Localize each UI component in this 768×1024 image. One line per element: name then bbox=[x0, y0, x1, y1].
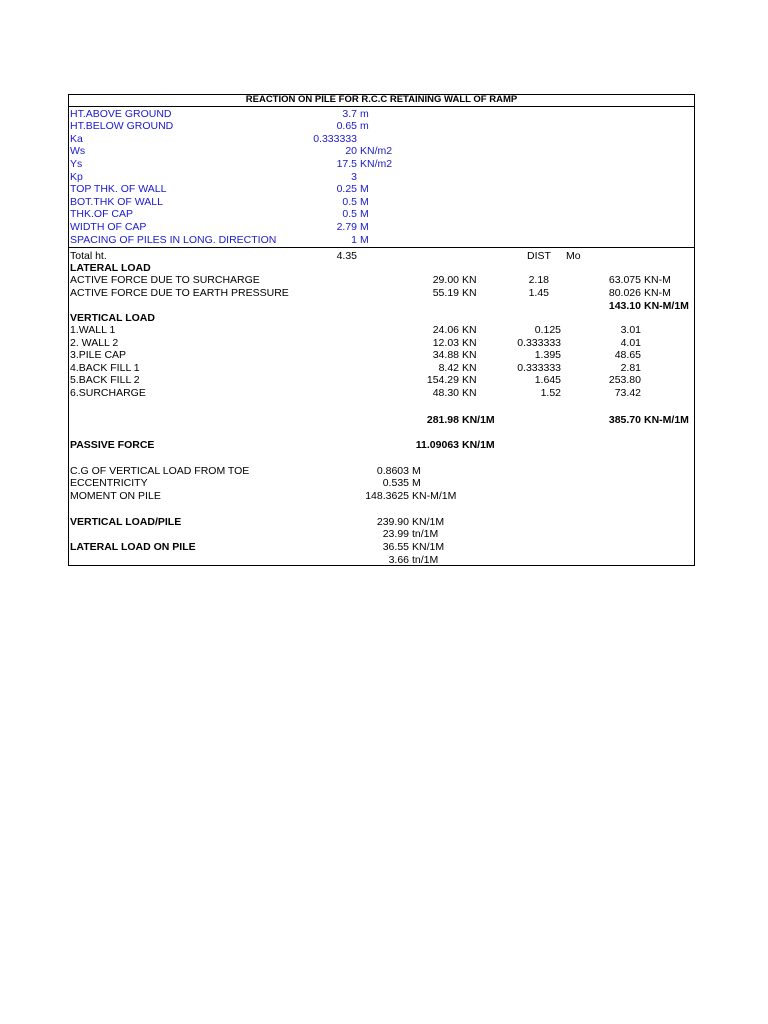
mo-header: Mo bbox=[566, 249, 581, 262]
lateral-row-mo: 63.075 bbox=[608, 273, 641, 286]
vertical-row-dist: 0.125 bbox=[534, 324, 561, 336]
input-value: 0.5 bbox=[342, 195, 357, 208]
input-label: BOT.THK OF WALL bbox=[70, 195, 163, 208]
input-label: SPACING OF PILES IN LONG. DIRECTION bbox=[70, 233, 277, 246]
vertical-row-force: 24.06 bbox=[432, 324, 459, 336]
vertical-row-mo: 2.81 bbox=[620, 361, 641, 374]
lateral-row-unit: KN bbox=[462, 273, 477, 286]
lateral-pile-unit-kn: KN/1M bbox=[412, 541, 445, 553]
vertical-pile-value-kn: 239.90 bbox=[376, 515, 409, 528]
dist-header: DIST bbox=[527, 249, 551, 262]
input-unit: M bbox=[360, 233, 369, 246]
result-label: ECCENTRICITY bbox=[70, 477, 148, 490]
input-label: WIDTH OF CAP bbox=[70, 220, 147, 233]
calculation-sheet bbox=[68, 94, 695, 566]
input-value: 3 bbox=[351, 170, 357, 183]
vertical-row-force: 154.29 bbox=[426, 374, 459, 387]
input-value: 0.65 bbox=[336, 120, 357, 133]
lateral-total-mo-unit: KN-M/1M bbox=[644, 299, 689, 312]
vertical-row-unit: KN bbox=[462, 374, 477, 387]
vertical-row-dist: 0.333333 bbox=[517, 361, 561, 374]
vertical-row-label: 4.BACK FILL 1 bbox=[70, 361, 140, 374]
passive-value: 11.09063 bbox=[415, 438, 459, 451]
vertical-row-mo: 73.42 bbox=[614, 387, 641, 399]
input-value: 1 bbox=[351, 233, 357, 246]
total-ht-label: Total ht. bbox=[70, 249, 107, 262]
input-value: 0.25 bbox=[336, 183, 357, 196]
vertical-total-force-unit: KN/1M bbox=[462, 413, 495, 426]
vertical-row-mo: 253.80 bbox=[608, 374, 641, 387]
result-value: 0.8603 bbox=[376, 464, 409, 477]
input-unit: KN/m2 bbox=[360, 145, 393, 158]
vertical-row-dist: 1.52 bbox=[540, 387, 561, 399]
input-label: Ka bbox=[70, 132, 83, 145]
lateral-row-mo-unit: KN-M bbox=[644, 273, 671, 286]
input-label: Ys bbox=[70, 157, 83, 170]
vertical-row-mo: 3.01 bbox=[620, 324, 641, 336]
vertical-row-unit: KN bbox=[462, 361, 477, 374]
lateral-row-label: ACTIVE FORCE DUE TO SURCHARGE bbox=[70, 273, 260, 286]
vertical-pile-label: VERTICAL LOAD/PILE bbox=[70, 515, 182, 528]
lateral-pile-value-tn: 3.66 bbox=[388, 553, 409, 566]
vertical-row-unit: KN bbox=[462, 336, 477, 349]
input-unit: M bbox=[360, 220, 369, 233]
vertical-row-mo: 48.65 bbox=[614, 349, 641, 362]
vertical-row-dist: 1.395 bbox=[534, 349, 561, 362]
lateral-pile-label: LATERAL LOAD ON PILE bbox=[70, 541, 196, 553]
input-value: 17.5 bbox=[336, 157, 357, 170]
input-value: 3.7 bbox=[342, 107, 357, 120]
input-value: 0.333333 bbox=[313, 132, 357, 145]
result-label: MOMENT ON PILE bbox=[70, 489, 161, 502]
passive-label: PASSIVE FORCE bbox=[70, 438, 155, 451]
input-value: 0.5 bbox=[342, 208, 357, 221]
result-value: 148.3625 bbox=[365, 489, 409, 502]
input-label: TOP THK. OF WALL bbox=[70, 183, 167, 196]
vertical-row-label: 1.WALL 1 bbox=[70, 324, 116, 336]
lateral-row-force: 55.19 bbox=[432, 287, 459, 299]
input-label: Kp bbox=[70, 170, 83, 183]
vertical-total-mo-unit: KN-M/1M bbox=[644, 413, 689, 426]
vertical-row-unit: KN bbox=[462, 349, 477, 362]
input-label: Ws bbox=[70, 145, 86, 158]
total-ht-value: 4.35 bbox=[336, 249, 357, 262]
input-unit: KN/m2 bbox=[360, 157, 393, 170]
result-label: C.G OF VERTICAL LOAD FROM TOE bbox=[70, 464, 250, 477]
result-unit: M bbox=[412, 464, 421, 477]
input-label: THK.OF CAP bbox=[70, 208, 134, 221]
lateral-pile-value-kn: 36.55 bbox=[382, 541, 409, 553]
input-label: HT.BELOW GROUND bbox=[70, 120, 174, 133]
vertical-row-force: 48.30 bbox=[432, 387, 459, 399]
lateral-pile-unit-tn: tn/1M bbox=[412, 553, 439, 566]
lateral-total-mo: 143.10 bbox=[608, 299, 641, 312]
lateral-row-force: 29.00 bbox=[432, 273, 459, 286]
vertical-row-dist: 0.333333 bbox=[517, 336, 561, 349]
vertical-pile-unit-kn: KN/1M bbox=[412, 515, 445, 528]
lateral-row-dist: 1.45 bbox=[528, 287, 549, 299]
vertical-pile-value-tn: 23.99 bbox=[382, 528, 409, 540]
lateral-row-label: ACTIVE FORCE DUE TO EARTH PRESSURE bbox=[70, 287, 289, 299]
lateral-row-dist: 2.18 bbox=[528, 273, 549, 286]
vertical-total-mo: 385.70 bbox=[608, 413, 641, 426]
vertical-row-unit: KN bbox=[462, 324, 477, 336]
input-label: HT.ABOVE GROUND bbox=[70, 107, 172, 120]
section-divider bbox=[69, 247, 694, 248]
result-unit: KN-M/1M bbox=[412, 489, 457, 502]
passive-unit: KN/1M bbox=[462, 438, 495, 451]
lateral-row-unit: KN bbox=[462, 287, 477, 299]
vertical-row-force: 34.88 bbox=[432, 349, 459, 362]
sheet-title: REACTION ON PILE FOR R.C.C RETAINING WALL OF RAMP bbox=[69, 95, 694, 107]
vertical-row-label: 6.SURCHARGE bbox=[70, 387, 146, 399]
vertical-row-label: 2. WALL 2 bbox=[70, 336, 119, 349]
vertical-row-force: 8.42 bbox=[438, 361, 459, 374]
result-value: 0.535 bbox=[382, 477, 409, 490]
result-unit: M bbox=[412, 477, 421, 490]
input-unit: M bbox=[360, 195, 369, 208]
lateral-row-mo: 80.026 bbox=[608, 287, 641, 299]
input-unit: M bbox=[360, 208, 369, 221]
vertical-row-dist: 1.645 bbox=[534, 374, 561, 387]
input-value: 20 bbox=[345, 145, 357, 158]
vertical-pile-unit-tn: tn/1M bbox=[412, 528, 439, 540]
vertical-row-label: 5.BACK FILL 2 bbox=[70, 374, 140, 387]
input-value: 2.79 bbox=[336, 220, 357, 233]
lateral-row-mo-unit: KN-M bbox=[644, 287, 671, 299]
vertical-row-unit: KN bbox=[462, 387, 477, 399]
vertical-heading: VERTICAL LOAD bbox=[70, 311, 155, 324]
input-unit: m bbox=[360, 107, 369, 120]
vertical-row-force: 12.03 bbox=[432, 336, 459, 349]
vertical-row-mo: 4.01 bbox=[620, 336, 641, 349]
input-unit: m bbox=[360, 120, 369, 133]
lateral-heading: LATERAL LOAD bbox=[70, 261, 151, 274]
vertical-row-label: 3.PILE CAP bbox=[70, 349, 127, 362]
input-unit: M bbox=[360, 183, 369, 196]
vertical-total-force: 281.98 bbox=[426, 413, 459, 426]
